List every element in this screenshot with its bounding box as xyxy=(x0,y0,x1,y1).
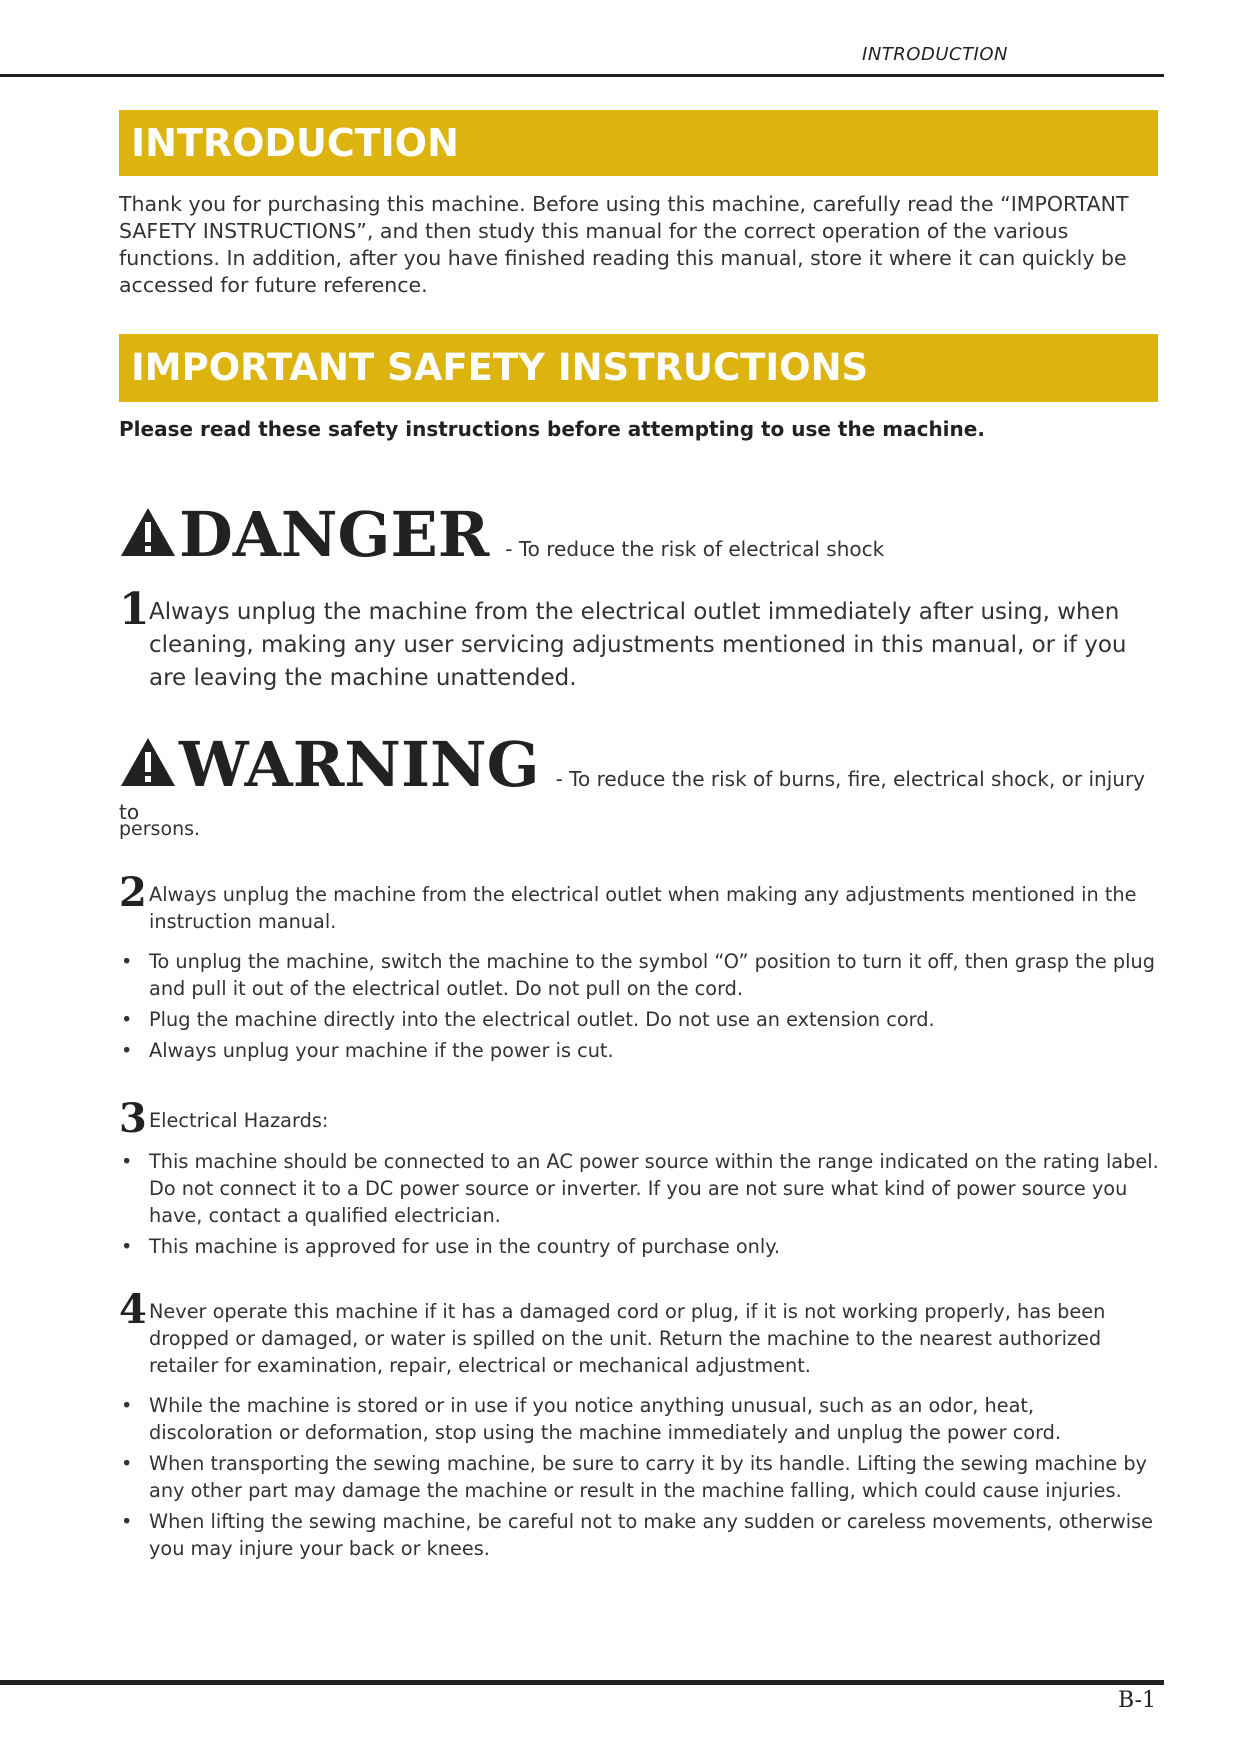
bullet-icon: • xyxy=(121,1235,133,1258)
bullet-text: Plug the machine directly into the electrical outlet. Do not use an extension cord. xyxy=(149,1008,935,1031)
bullet-icon: • xyxy=(121,1150,133,1173)
safety-lead: Please read these safety instructions before attempting to use the machine. xyxy=(119,417,985,441)
list-item xyxy=(119,1006,1159,1033)
safety-item-3 xyxy=(119,1095,1159,1142)
bullet-text: To unplug the machine, switch the machine to the symbol “O” position to turn it off, then grasp the plug and pull it out of the electrical outlet. Do not pull on the cord. xyxy=(149,950,1155,1000)
introduction-text: Thank you for purchasing this machine. Before using this machine, carefully read the “IMPORTANT SAFETY INSTRUCTIONS”, and then study this manual for the correct operation of the various functions. In addition, after you have finished reading this manual, store it where it can quickly be accessed for future reference. xyxy=(119,192,1129,297)
list-item xyxy=(119,948,1159,1002)
item-4-bullets xyxy=(119,1392,1159,1566)
bullet-text: When transporting the sewing machine, be sure to carry it by its handle. Lifting the sewing machine by any other part may damage the machine or result in the machine falling, which could cause injuries. xyxy=(149,1452,1147,1502)
list-item xyxy=(119,1148,1159,1229)
bullet-text: This machine is approved for use in the country of purchase only. xyxy=(149,1235,781,1258)
danger-word: DANGER xyxy=(179,498,490,571)
item-number: 3 xyxy=(119,1095,147,1142)
item-text: Never operate this machine if it has a damaged cord or plug, if it is not working properly, has been dropped or damaged, or water is spilled on the unit. Return the machine to the nearest authorized retailer for examination, repair, electrical or mechanical adjustment. xyxy=(149,1300,1106,1377)
bullet-icon: • xyxy=(121,1394,133,1417)
warning-triangle-icon xyxy=(119,506,177,558)
page-number: B-1 xyxy=(1117,1688,1156,1713)
list-item xyxy=(119,1508,1159,1562)
bullet-text: When lifting the sewing machine, be careful not to make any sudden or careless movements, otherwise you may injure your back or knees. xyxy=(149,1510,1154,1560)
bullet-icon: • xyxy=(121,1510,133,1533)
bullet-text: This machine should be connected to an AC power source within the range indicated on the rating label. Do not connect it to a DC power source or inverter. If you are not sure what kind of power source you have, contact a qualified electrician. xyxy=(149,1150,1159,1227)
warning-description-continued: persons. xyxy=(119,818,201,840)
list-item xyxy=(119,1037,1159,1064)
danger-heading xyxy=(119,500,1164,570)
warning-description: - To reduce the risk of burns, fire, electrical shock, or injury to xyxy=(119,767,1146,824)
item-number: 1 xyxy=(119,584,150,635)
item-2-bullets xyxy=(119,948,1159,1068)
bullet-icon: • xyxy=(121,1039,133,1062)
header-rule xyxy=(0,74,1164,77)
item-number: 2 xyxy=(119,869,147,916)
item-number: 4 xyxy=(119,1286,147,1333)
warning-heading xyxy=(119,730,1164,824)
introduction-banner: INTRODUCTION xyxy=(119,110,1158,176)
warning-word: WARNING xyxy=(179,728,540,801)
bullet-icon: • xyxy=(121,1452,133,1475)
list-item xyxy=(119,1392,1159,1446)
running-head: INTRODUCTION xyxy=(862,44,1008,65)
bullet-text: While the machine is stored or in use if you notice anything unusual, such as an odor, heat, discoloration or deformation, stop using the machine immediately and unplug the power cord. xyxy=(149,1394,1062,1444)
item-text: Always unplug the machine from the electrical outlet immediately after using, when cleaning, making any user servicing adjustments mentioned in this manual, or if you are leaving the machine unattended. xyxy=(149,599,1127,691)
bullet-icon: • xyxy=(121,950,133,973)
danger-description: - To reduce the risk of electrical shock xyxy=(505,537,885,561)
safety-item-2 xyxy=(119,869,1159,935)
safety-item-1 xyxy=(119,584,1159,695)
item-text: Electrical Hazards: xyxy=(149,1109,329,1132)
bullet-icon: • xyxy=(121,1008,133,1031)
item-3-bullets xyxy=(119,1148,1159,1264)
item-text: Always unplug the machine from the electrical outlet when making any adjustments mentioned in the instruction manual. xyxy=(149,883,1137,933)
safety-banner: IMPORTANT SAFETY INSTRUCTIONS xyxy=(119,334,1158,402)
footer-rule xyxy=(0,1680,1164,1685)
list-item xyxy=(119,1233,1159,1260)
list-item xyxy=(119,1450,1159,1504)
safety-item-4 xyxy=(119,1286,1159,1379)
bullet-text: Always unplug your machine if the power is cut. xyxy=(149,1039,614,1062)
warning-triangle-icon xyxy=(119,736,177,788)
